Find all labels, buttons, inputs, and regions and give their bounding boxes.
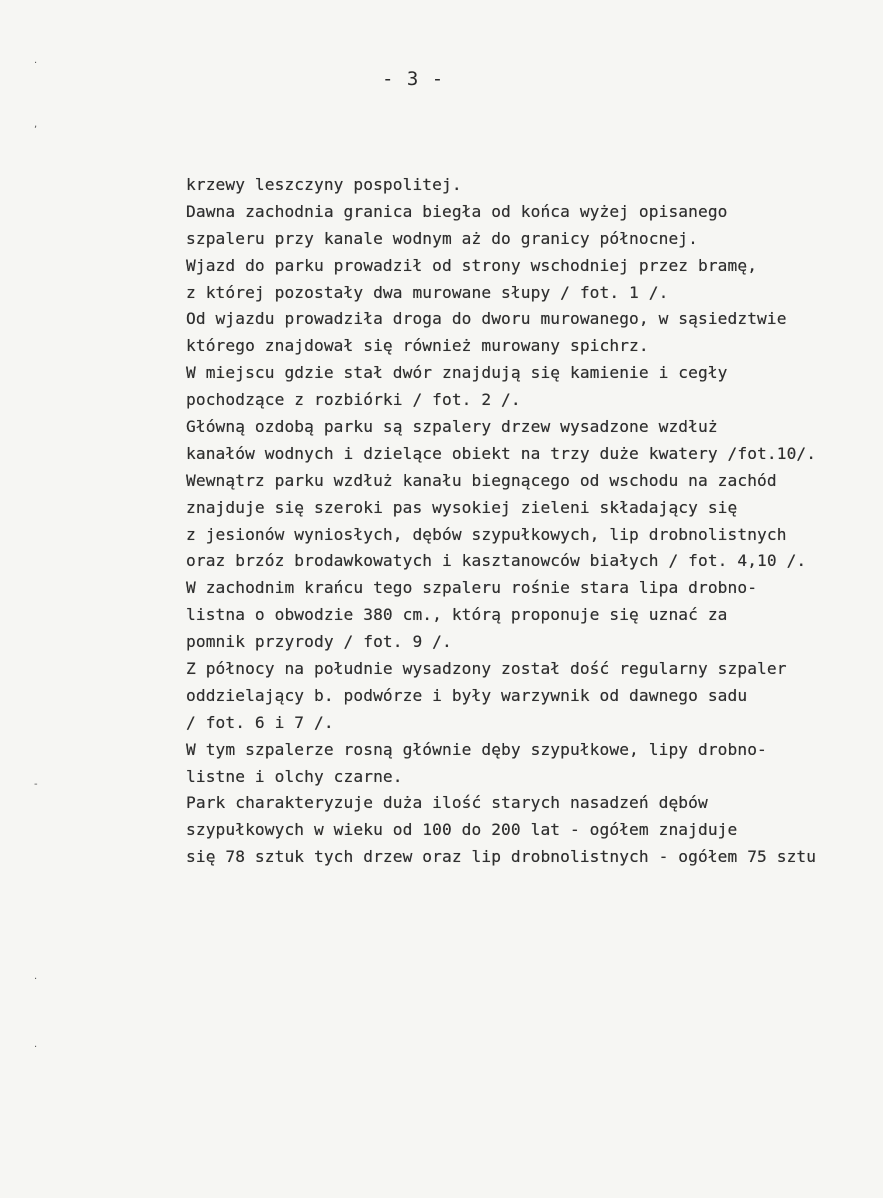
text-line: listna o obwodzie 380 cm., którą proponuje się uznać za — [186, 605, 728, 625]
text-line: kanałów wodnych i dzielące obiekt na trzy duże kwatery /fot.10/. — [186, 443, 817, 463]
margin-mark: - — [34, 779, 38, 790]
margin-mark: . — [34, 1039, 38, 1050]
text-line: Od wjazdu prowadziła droga do dworu murowanego, w sąsiedztwie — [186, 309, 787, 329]
text-line: znajduje się szeroki pas wysokiej zieleni składający się — [186, 497, 738, 517]
text-line: z jesionów wyniosłych, dębów szypułkowych, lip drobnolistnych — [186, 524, 787, 544]
text-line: oraz brzóz brodawkowatych i kasztanowców białych / fot. 4,10 /. — [186, 551, 807, 571]
text-line: W tym szpalerze rosną głównie dęby szypułkowe, lipy drobno- — [186, 739, 767, 759]
text-line: Dawna zachodnia granica biegła od końca wyżej opisanego — [186, 201, 728, 221]
text-line: pochodzące z rozbiórki / fot. 2 /. — [186, 390, 521, 410]
body-text — [186, 172, 883, 871]
text-line: Główną ozdobą parku są szpalery drzew wysadzone wzdłuż — [186, 417, 718, 437]
text-line: którego znajdował się również murowany spichrz. — [186, 336, 649, 356]
text-line: z której pozostały dwa murowane słupy / fot. 1 /. — [186, 282, 669, 302]
text-line: Wjazd do parku prowadził od strony wschodniej przez bramę, — [186, 255, 758, 275]
text-line: Wewnątrz parku wzdłuż kanału biegnącego od wschodu na zachód — [186, 470, 777, 490]
text-line: Z północy na południe wysadzony został dość regularny szpaler — [186, 659, 787, 679]
text-line: W zachodnim krańcu tego szpaleru rośnie stara lipa drobno- — [186, 578, 758, 598]
text-line: krzewy leszczyny pospolitej. — [186, 175, 462, 194]
text-line: Park charakteryzuje duża ilość starych nasadzeń dębów — [186, 793, 708, 813]
text-line: oddzielający b. podwórze i były warzywnik od dawnego sadu — [186, 685, 748, 705]
text-line: pomnik przyrody / fot. 9 /. — [186, 632, 452, 652]
text-line: W miejscu gdzie stał dwór znajdują się kamienie i cegły — [186, 363, 728, 383]
margin-mark: . — [34, 55, 38, 66]
text-line: listne i olchy czarne. — [186, 766, 403, 786]
text-line: szypułkowych w wieku od 100 do 200 lat - ogółem znajduje — [186, 820, 738, 840]
page-number: - 3 - — [382, 68, 445, 90]
margin-mark: . — [34, 971, 38, 982]
margin-mark: , — [34, 119, 38, 130]
text-line: / fot. 6 i 7 /. — [186, 712, 334, 732]
text-line: się 78 sztuk tych drzew oraz lip drobnolistnych - ogółem 75 sztu — [186, 847, 817, 867]
text-line: szpaleru przy kanale wodnym aż do granicy północnej. — [186, 228, 698, 248]
